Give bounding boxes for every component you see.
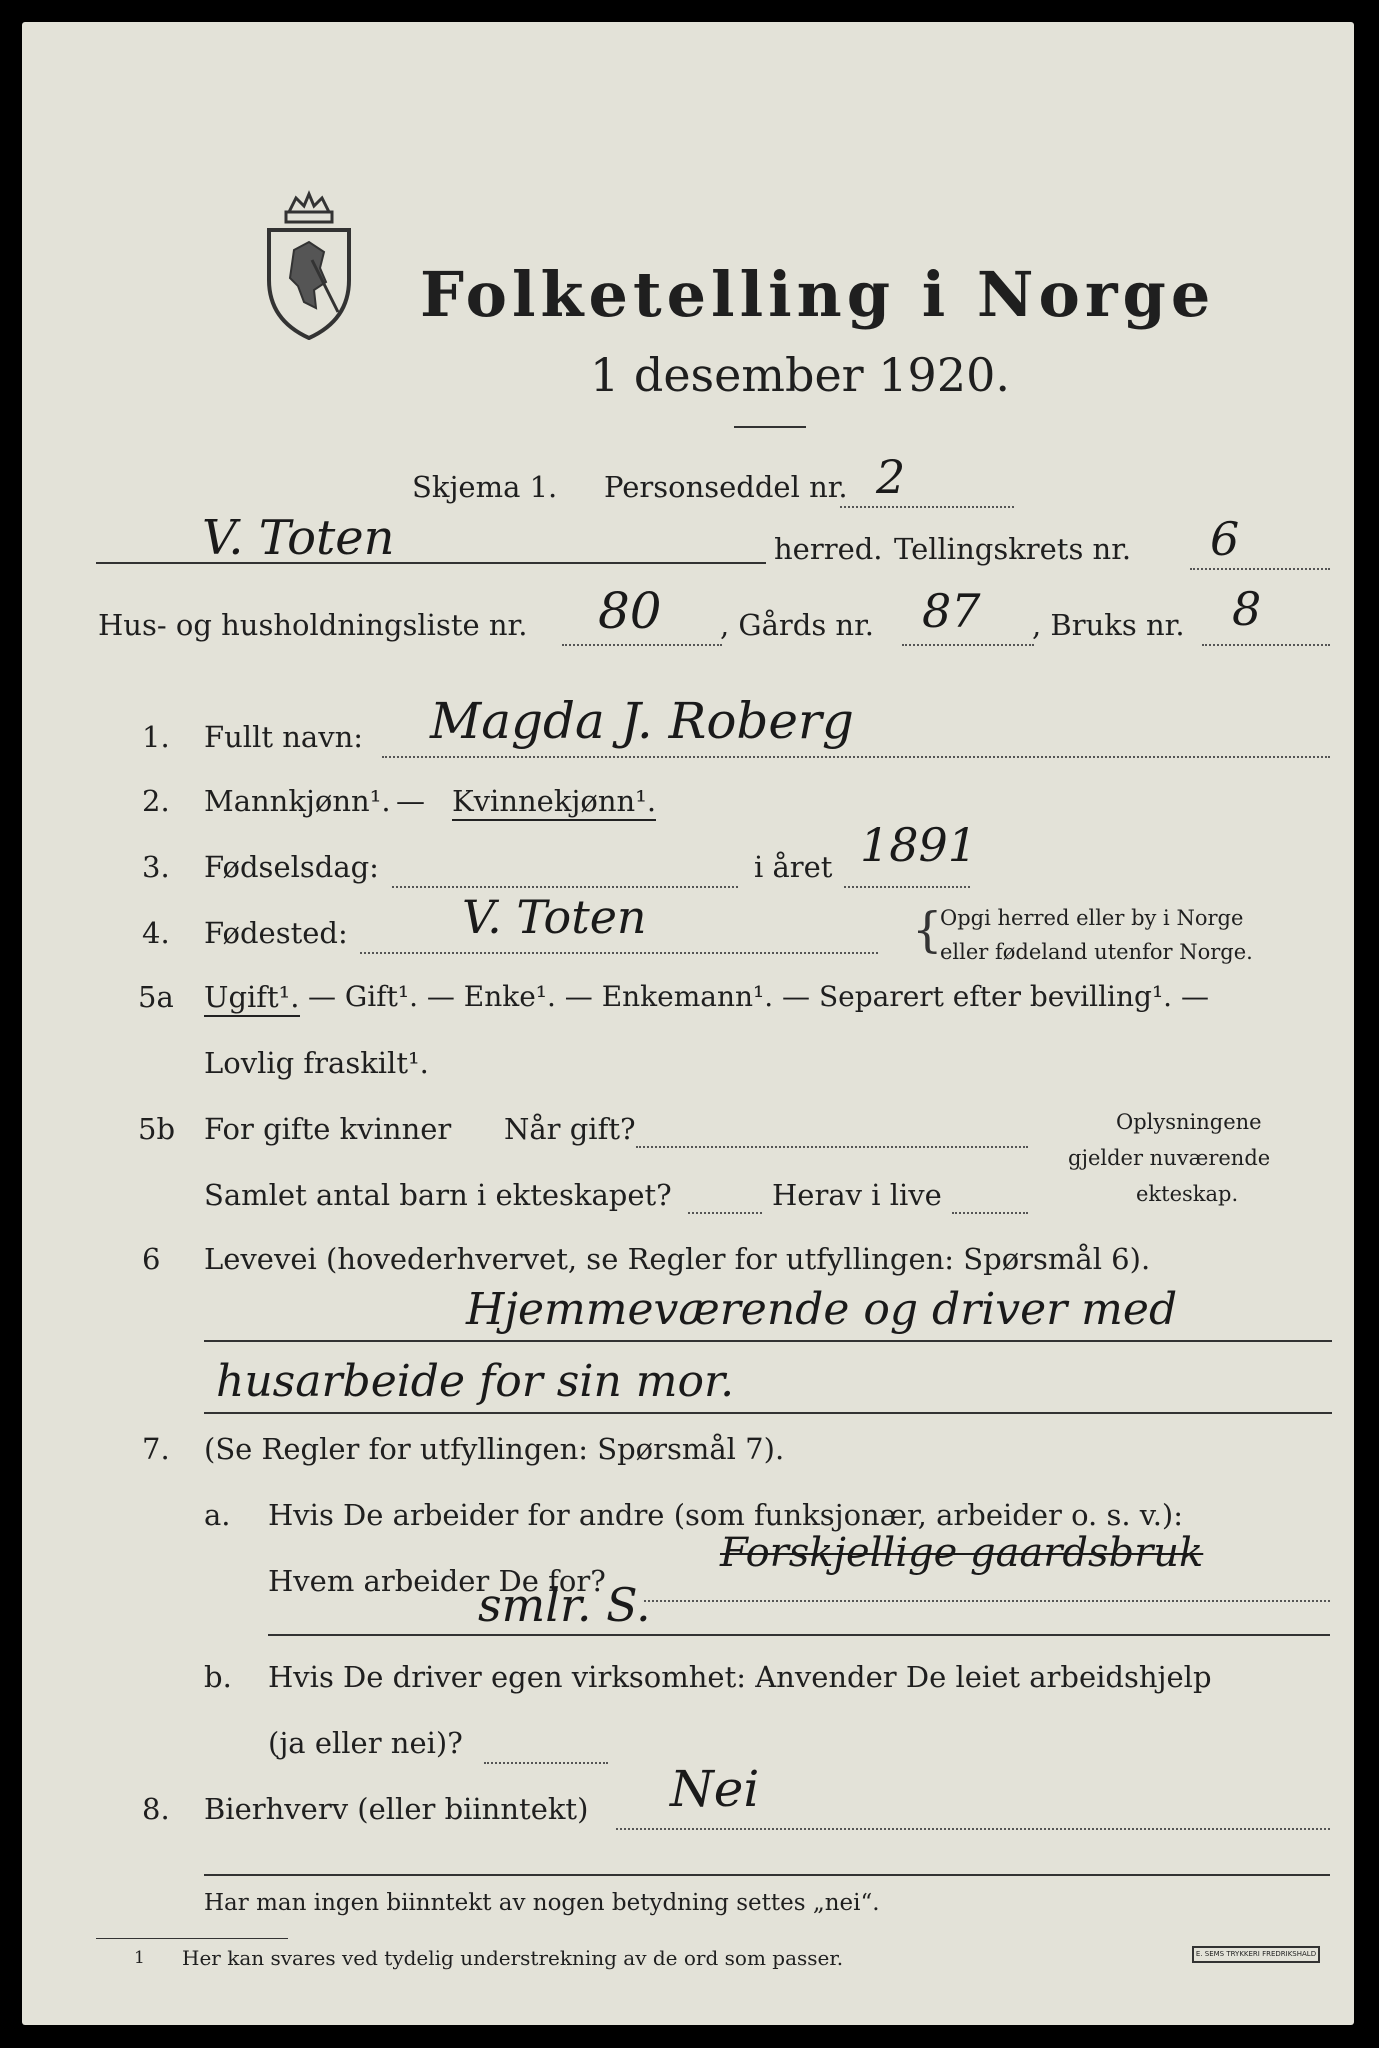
q4-number: 4. <box>142 916 170 950</box>
personseddel-value: 2 <box>876 450 906 504</box>
q5b-note-line2: gjelder nuværende <box>1068 1146 1271 1170</box>
husliste-field-line <box>562 644 722 646</box>
q8-field-line <box>616 1828 1330 1830</box>
q7b-field-line <box>484 1762 608 1764</box>
printer-stamp: E. SEMS TRYKKERI FREDRIKSHALD <box>1192 1946 1320 1963</box>
q2-male-option: Mannkjønn¹. <box>204 784 391 818</box>
q5a-ugift-option: Ugift¹. <box>204 980 300 1017</box>
q5b-naar-gift: Når gift? <box>504 1112 636 1146</box>
gards-label: , Gårds nr. <box>720 608 874 642</box>
q6-answer2: husarbeide for sin mor. <box>216 1356 735 1407</box>
q1-full-name-value: Magda J. Roberg <box>430 692 854 750</box>
skjema-label: Skjema 1. <box>412 470 558 504</box>
q4-field-line <box>360 952 878 954</box>
form-title: Folketelling i Norge <box>420 258 1216 331</box>
bruks-field-line <box>1202 644 1330 646</box>
q5b-label: For gifte kvinner <box>204 1112 452 1146</box>
q3-label: Fødselsdag: <box>204 850 379 884</box>
q5b-live-label: Herav i live <box>772 1178 942 1212</box>
q5b-barn-label: Samlet antal barn i ekteskapet? <box>204 1178 672 1212</box>
tellingskrets-label: Tellingskrets nr. <box>894 532 1132 566</box>
q1-label: Fullt navn: <box>204 720 364 754</box>
q6-number: 6 <box>142 1242 161 1276</box>
gards-value: 87 <box>922 584 981 638</box>
q2-separator: — <box>396 784 425 818</box>
q5b-naar-gift-field-line <box>636 1146 1028 1148</box>
q6-label: Levevei (hovederhvervet, se Regler for utfyllingen: Spørsmål 6). <box>204 1242 1151 1276</box>
q8-label: Bierhverv (eller biinntekt) <box>204 1792 589 1826</box>
q3-year-field-line <box>844 886 970 888</box>
q5a-other-options: — Gift¹. — Enke¹. — Enkemann¹. — Separert efter bevilling¹. — <box>308 980 1209 1013</box>
q7a-number: a. <box>204 1498 231 1532</box>
q5b-note-line1: Oplysningene <box>1116 1110 1262 1134</box>
coat-of-arms-icon <box>254 190 364 340</box>
q5b-barn-field-line <box>688 1212 762 1214</box>
q2-number: 2. <box>142 784 170 818</box>
herred-field-line <box>96 562 766 564</box>
tellingskrets-value: 6 <box>1210 512 1240 566</box>
q7a-answer: smlr. S. <box>478 1578 651 1632</box>
q7a-text: Hvis De arbeider for andre (som funksjonær, arbeider o. s. v.): <box>268 1498 1184 1532</box>
q3-number: 3. <box>142 850 170 884</box>
husliste-label: Hus- og husholdningsliste nr. <box>98 608 528 642</box>
q5b-number: 5b <box>138 1112 176 1146</box>
footnote-text: Her kan svares ved tydelig understrekning av de ord som passer. <box>182 1946 844 1970</box>
q7a-field-line1 <box>644 1600 1330 1602</box>
title-divider <box>734 426 806 428</box>
personseddel-field-line <box>840 506 1014 508</box>
q7a-struck-answer: Forskjellige gaardsbruk <box>720 1530 1204 1576</box>
q6-answer1: Hjemmeværende og driver med <box>466 1284 1178 1335</box>
q1-number: 1. <box>142 720 170 754</box>
q5b-note-line3: ekteskap. <box>1136 1182 1239 1206</box>
q8-extra-line <box>204 1874 1330 1876</box>
q7b-text: Hvis De driver egen virksomhet: Anvender De leiet arbeidshjelp <box>268 1660 1212 1694</box>
footnote-number: 1 <box>134 1948 145 1968</box>
footer-note: Har man ingen biinntekt av nogen betydning settes „nei“. <box>204 1890 880 1916</box>
q7a-field-line2 <box>268 1634 1330 1636</box>
q3-birthday-field-line <box>392 886 738 888</box>
herred-label: herred. <box>774 532 883 566</box>
q8-number: 8. <box>142 1792 170 1826</box>
q5a-lovlig-fraskilt: Lovlig fraskilt¹. <box>204 1046 429 1080</box>
q7-label: (Se Regler for utfyllingen: Spørsmål 7). <box>204 1432 785 1466</box>
q3-year-value: 1891 <box>860 818 978 872</box>
q8-value: Nei <box>670 1760 760 1818</box>
q4-label: Fødested: <box>204 916 348 950</box>
q5a-number: 5a <box>138 980 174 1014</box>
footnote-divider <box>96 1938 288 1939</box>
q4-birthplace-value: V. Toten <box>462 890 647 944</box>
census-form-page <box>22 22 1354 2025</box>
herred-value: V. Toten <box>202 510 395 566</box>
bruks-label: , Bruks nr. <box>1032 608 1185 642</box>
bruks-value: 8 <box>1232 582 1262 636</box>
husliste-value: 80 <box>598 582 662 640</box>
q5b-live-field-line <box>952 1212 1028 1214</box>
q7b-question: (ja eller nei)? <box>268 1726 463 1760</box>
personseddel-label: Personseddel nr. <box>604 470 848 504</box>
q4-note-line2: eller fødeland utenfor Norge. <box>940 940 1253 964</box>
q2-female-option: Kvinnekjønn¹. <box>452 784 656 821</box>
form-date: 1 desember 1920. <box>590 348 1010 402</box>
q3-year-label: i året <box>754 850 833 884</box>
q7b-number: b. <box>204 1660 232 1694</box>
q7a-question: Hvem arbeider De for? <box>268 1564 606 1598</box>
q6-answer-line2 <box>204 1412 1332 1414</box>
q6-answer-line1 <box>204 1340 1332 1342</box>
q7-number: 7. <box>142 1432 170 1466</box>
q4-note-line1: Opgi herred eller by i Norge <box>940 906 1244 930</box>
q1-field-line <box>382 756 1330 758</box>
gards-field-line <box>902 644 1034 646</box>
q4-note-brace: { <box>912 902 943 958</box>
tellingskrets-field-line <box>1190 568 1330 570</box>
